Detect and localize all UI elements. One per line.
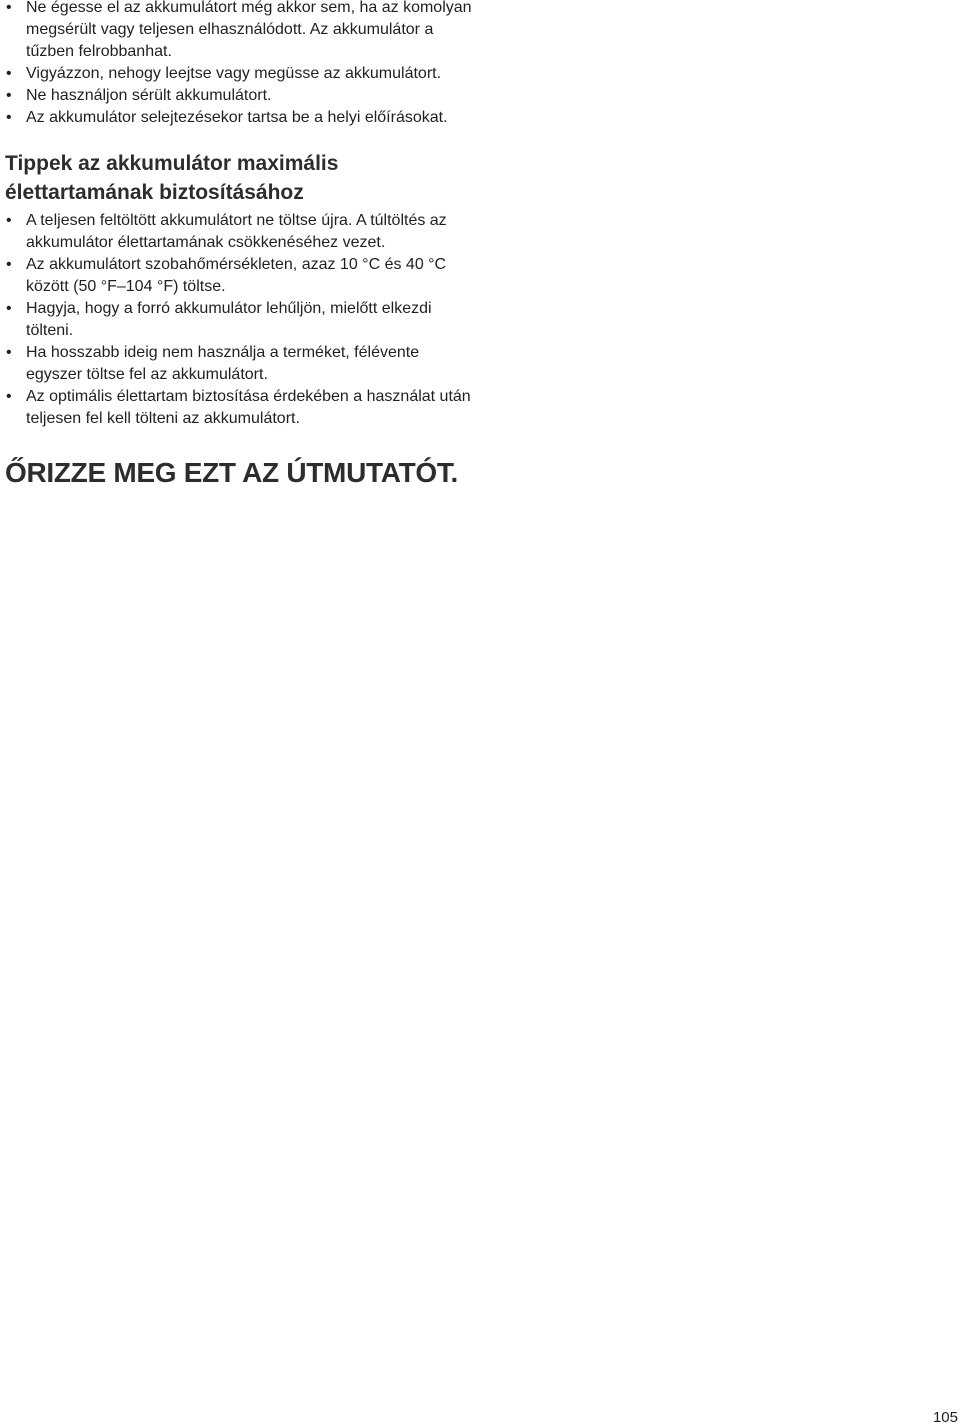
bullet-icon: • <box>6 109 12 126</box>
keep-instructions-heading: ŐRIZZE MEG EZT AZ ÚTMUTATÓT. <box>5 457 459 488</box>
document-body <box>5 0 475 488</box>
bullet-icon: • <box>6 256 12 273</box>
bullet-icon: • <box>6 212 12 229</box>
safety-list <box>5 0 475 129</box>
list-item <box>5 298 475 342</box>
bullet-icon: • <box>6 87 12 104</box>
list-item-text: Ha hosszabb ideig nem használja a terméket, félévente egyszer töltse fel az akkumulátort. <box>26 344 420 383</box>
list-item-text: Hagyja, hogy a forró akkumulátor lehűljön, mielőtt elkezdi tölteni. <box>26 300 432 339</box>
list-item <box>5 386 475 430</box>
list-item-text: Az akkumulátort szobahőmérsékleten, azaz 10 °C és 40 °C között (50 °F–104 °F) töltse. <box>26 256 447 295</box>
bullet-icon: • <box>6 388 12 405</box>
tips-heading: Tippek az akkumulátor maximális élettartamának biztosításához <box>5 152 339 204</box>
list-item-text: Ne égesse el az akkumulátort még akkor sem, ha az komolyan megsérült vagy teljesen elhasználódott. Az akkumulátor a tűzben felrobbanhat. <box>26 0 472 60</box>
bullet-icon: • <box>6 65 12 82</box>
list-item-text: Ne használjon sérült akkumulátort. <box>26 87 272 104</box>
list-item <box>5 63 475 85</box>
list-item-text: Az optimális élettartam biztosítása érdekében a használat után teljesen fel kell tölteni az akkumulátort. <box>26 388 471 427</box>
list-item <box>5 107 475 129</box>
list-item-text: A teljesen feltöltött akkumulátort ne töltse újra. A túltöltés az akkumulátor élettartamának csökkenéséhez vezet. <box>26 212 447 251</box>
list-item <box>5 210 475 254</box>
list-item-text: Vigyázzon, nehogy leejtse vagy megüsse az akkumulátort. <box>26 65 442 82</box>
list-item <box>5 254 475 298</box>
list-item-text: Az akkumulátor selejtezésekor tartsa be a helyi előírásokat. <box>26 109 448 126</box>
list-item <box>5 85 475 107</box>
list-item <box>5 0 475 63</box>
tips-list <box>5 210 475 430</box>
page-number: 105 <box>932 1409 958 1426</box>
bullet-icon: • <box>6 344 12 361</box>
bullet-icon: • <box>6 300 12 317</box>
list-item <box>5 342 475 386</box>
bullet-icon: • <box>6 0 12 16</box>
